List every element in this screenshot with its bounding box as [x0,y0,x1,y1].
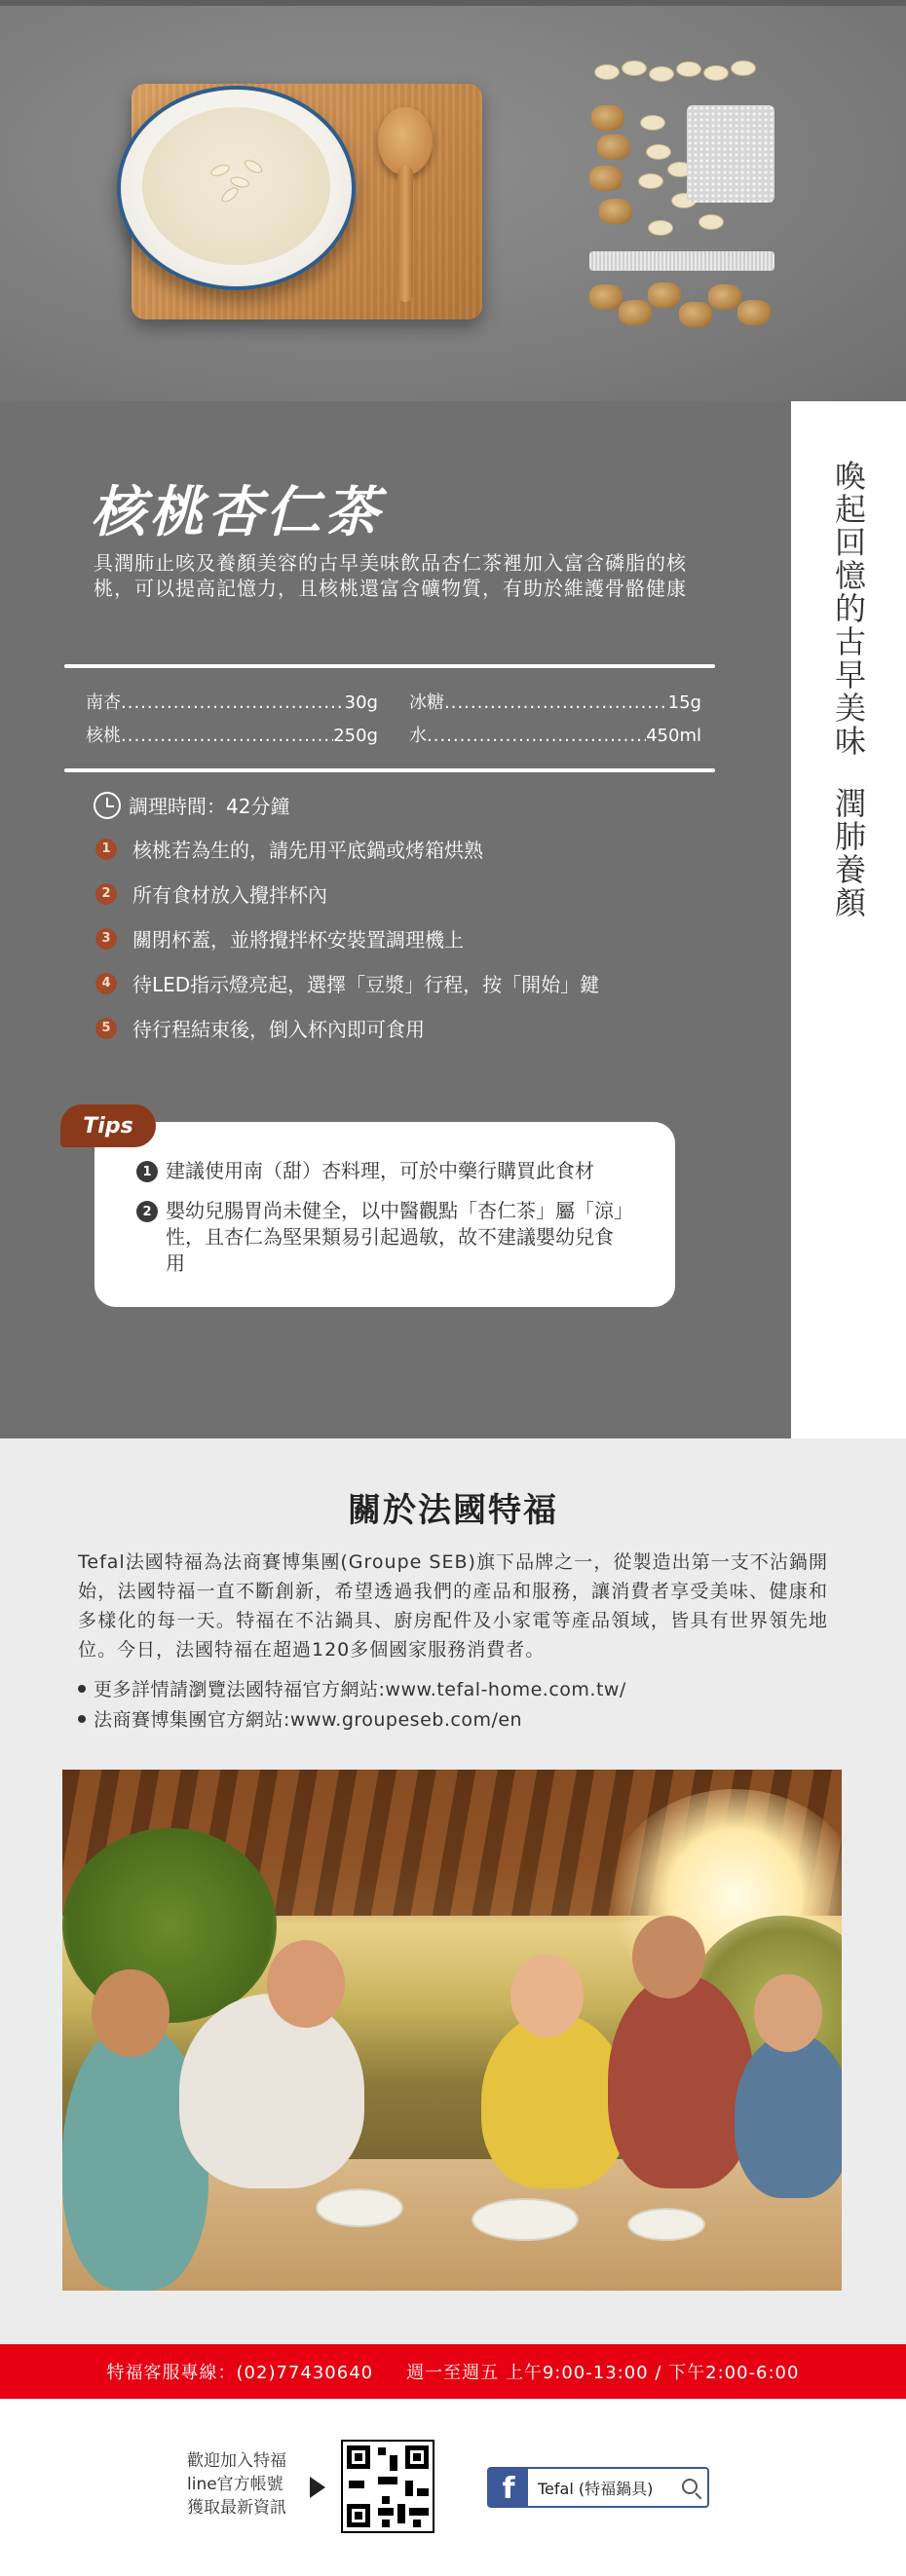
search-icon[interactable] [682,2479,698,2494]
walnut [599,199,632,224]
step-item [95,879,327,908]
ingredient-name: 冰糖 [409,692,444,713]
facebook-icon: f [489,2469,528,2506]
divider-bottom [64,768,715,772]
qr-module [382,2496,390,2504]
almond [646,144,671,160]
tip-text: 嬰幼兒腸胃尚未健全，以中醫觀點「杏仁茶」屬「涼」性，且杏仁為堅果類易引起過敏，故不建議嬰幼兒食用 [166,1199,623,1275]
walnut [591,105,624,131]
ingredient-item [409,689,701,714]
slogan [826,460,871,919]
almond-flake [219,185,241,205]
line-invite-line: 獲取最新資訊 [187,2498,286,2518]
step-item [95,1014,425,1042]
footer [0,2399,906,2576]
qr-finder [347,2504,370,2527]
almond-tea-bowl [117,86,356,290]
line-qr-code[interactable] [341,2440,434,2533]
almond [622,60,647,76]
person-boy [735,2033,842,2198]
clock-icon [94,792,121,819]
facebook-search-box[interactable] [487,2467,709,2508]
customer-service-bar [0,2344,906,2399]
plate [472,2198,579,2241]
tip-item [136,1158,643,1184]
almond [731,60,756,76]
website-link-item[interactable] [78,1705,522,1732]
dot-leader [444,692,668,713]
recipe-section [0,401,906,1438]
ingredient-name: 南杏 [86,692,121,713]
almond [638,173,663,189]
line-invite [187,2449,286,2520]
ingredient-item [86,722,378,747]
facebook-label: Tefal (特福鍋具) [538,2479,654,2498]
cooking-time [94,791,289,819]
almond [594,64,620,80]
person-head [632,1916,705,1998]
tip-number-badge: 2 [136,1201,158,1222]
step-number-badge: 5 [95,1018,117,1039]
walnut [708,284,741,310]
person-head [754,1974,822,2052]
person-woman [481,2013,627,2188]
person-head [510,1955,584,2037]
qr-module [390,2455,397,2471]
qr-module [378,2447,386,2455]
person-man [608,1974,754,2188]
line-invite-line: line官方帳號 [187,2475,283,2494]
step-text: 核桃若為生的，請先用平底鍋或烤箱烘熟 [132,839,483,862]
website-link-item[interactable] [78,1675,626,1701]
recipe-description: 具潤肺止咳及養顏美容的古早美味飲品杏仁茶裡加入富含磷脂的核桃，可以提高記憶力，且核桃還富含礦物質，有助於維護骨骼健康 [94,551,687,600]
step-number-badge: 1 [95,839,117,860]
slogan-line-2: 潤肺養顏 [830,787,867,919]
bullet-icon [78,1715,86,1723]
tips-label: Tips [60,1104,156,1147]
ingredient-item [409,722,701,747]
qr-module [349,2481,364,2488]
slogan-line-1: 喚起回憶的古早美味 [830,460,867,758]
step-number-badge: 3 [95,928,117,950]
almond [703,65,729,81]
hero-image [0,0,906,401]
person-head [267,1940,345,2028]
rock-sugar [687,105,774,203]
tip-text: 建議使用南（甜）杏料理，可於中藥行購買此食材 [166,1159,594,1182]
hero-top-border [0,0,906,6]
slogan-panel [791,401,906,1438]
qr-module [405,2481,413,2496]
walnut-row [589,280,774,337]
ingredient-name: 核桃 [86,726,121,746]
walnut [679,302,712,327]
qr-module [378,2508,394,2516]
walnut [589,284,623,310]
dot-leader [121,726,333,746]
website-link[interactable]: 法商賽博集團官方網站:www.groupeseb.com/en [94,1709,523,1731]
wooden-spoon-handle [397,166,413,302]
step-text: 關閉杯蓋，並將攪拌杯安裝置調理機上 [132,928,464,952]
family-dinner-photo [62,1770,842,2291]
plate [316,2188,403,2227]
qr-module [382,2520,390,2527]
qr-module [397,2504,405,2523]
dot-leader [121,692,345,713]
walnut [619,300,652,325]
qr-finder [405,2445,429,2469]
mixed-nuts [589,105,774,251]
tip-item [136,1198,623,1277]
bullet-icon [78,1685,86,1693]
about-title: 關於法國特福 [348,1491,558,1530]
qr-module [417,2488,429,2496]
walnut [597,134,630,160]
step-number-badge: 4 [95,973,117,994]
almond [648,220,673,236]
person-head [92,1969,170,2057]
hotline[interactable]: 特福客服專線：(02)77430640 [106,2363,374,2383]
ingredient-amount: 30g [344,692,378,713]
almond-row [594,58,770,93]
almond [676,61,701,77]
step-text: 待LED指示燈亮起，選擇「豆漿」行程，按「開始」鍵 [132,973,600,996]
qr-module [413,2520,421,2527]
about-section [0,1438,906,2344]
almond [640,115,665,131]
almond-tea [142,107,330,265]
step-item [95,924,464,952]
almond [698,214,724,230]
almond [649,66,674,82]
service-hours: 週一至週五 上午9:00-13:00 / 下午2:00-6:00 [406,2363,800,2383]
qr-module [378,2477,397,2484]
sugar-strip [589,251,774,271]
line-invite-line: 歡迎加入特福 [187,2451,286,2471]
cooking-time-label: 調理時間：42分鐘 [129,795,290,818]
recipe-title: 核桃杏仁茶 [91,481,383,544]
tip-number-badge: 1 [136,1161,158,1182]
step-text: 所有食材放入攪拌杯內 [132,883,327,907]
ingredient-name: 水 [409,726,427,746]
qr-module [409,2508,429,2516]
arrow-right-icon [310,2477,325,2498]
ingredients-arrangement [589,58,774,351]
dot-leader [427,726,646,746]
plate [627,2208,705,2241]
ingredient-amount: 250g [333,726,378,746]
person-grandfather [179,1994,364,2188]
website-link[interactable]: 更多詳情請瀏覽法國特福官方網站:www.tefal-home.com.tw/ [94,1679,626,1700]
step-item [95,835,483,863]
almond-flake [209,163,231,178]
qr-finder [347,2445,370,2469]
ingredient-amount: 450ml [646,726,701,746]
about-body: Tefal法國特福為法商賽博集團(Groupe SEB)旗下品牌之一，從製造出第一支不沾鍋開始，法國特福一直不斷創新，希望透過我們的產品和服務，讓消費者享受美味、健康和多樣化的每一天。特福在不沾鍋具、廚房配件及小家電等產品領域，皆具有世界領先地位。今日，法國特福在超過120多個國家服務消費者。 [78,1551,828,1661]
walnut [648,282,681,308]
step-text: 待行程結束後，倒入杯內即可食用 [132,1018,425,1041]
step-number-badge: 2 [95,883,117,905]
ingredient-amount: 15g [667,692,701,713]
walnut [737,300,771,325]
step-item [95,969,599,997]
walnut [589,166,623,191]
ingredient-item [86,689,378,714]
almond-flake [243,158,264,176]
divider-top [64,664,715,668]
